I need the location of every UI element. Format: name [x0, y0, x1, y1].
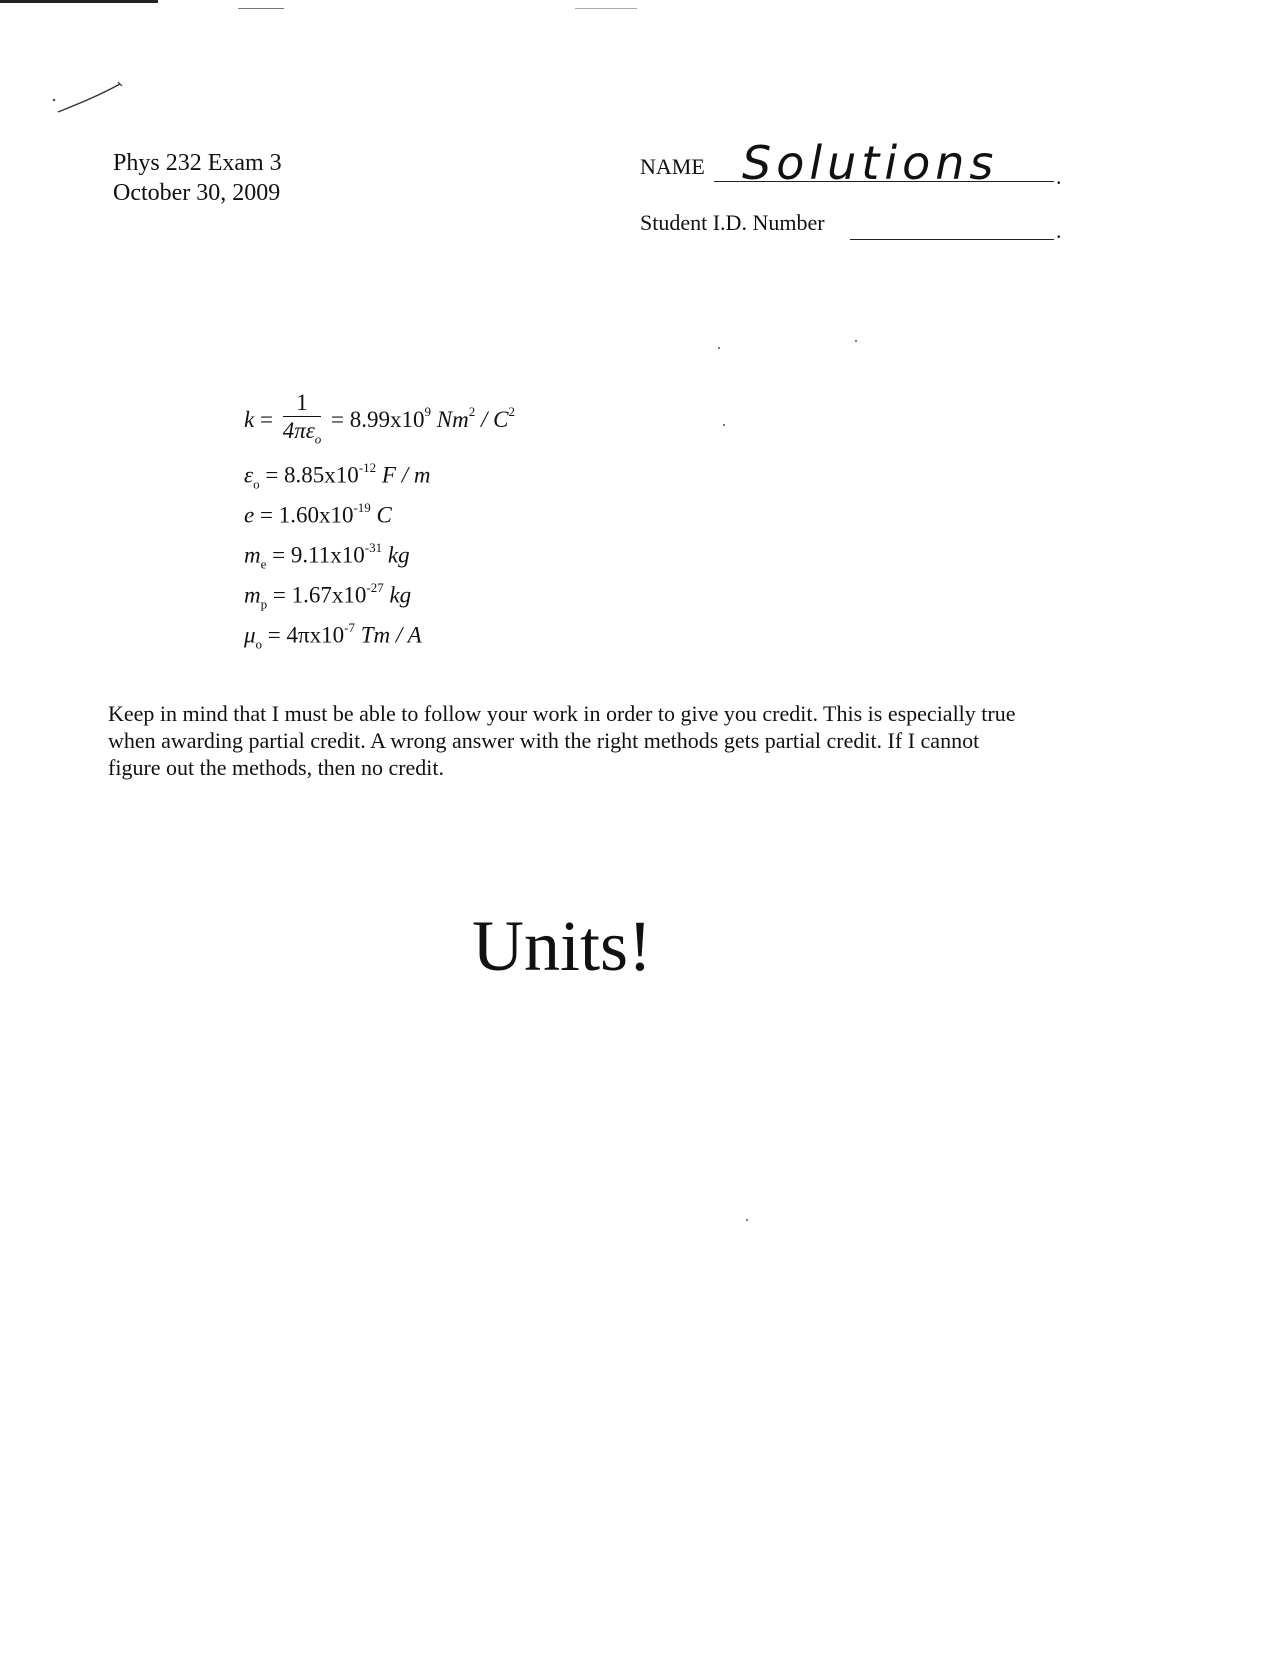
- scan-dot: [718, 347, 720, 349]
- unit-exponent: 2: [508, 404, 515, 420]
- unit: kg: [389, 582, 412, 608]
- constant-permittivity: [244, 462, 515, 502]
- unit-denominator: / C: [480, 407, 509, 433]
- student-id-label: Student I.D. Number: [640, 210, 825, 235]
- constant-value: = 1.60x10: [259, 502, 354, 528]
- constant-symbol: ε: [244, 462, 254, 488]
- constant-coulomb: [244, 390, 515, 462]
- exponent: -7: [344, 620, 355, 635]
- constant-value: = 4πx10: [267, 622, 345, 648]
- constant-value: = 1.67x10: [272, 582, 367, 608]
- course-title: Phys 232 Exam 3: [113, 150, 282, 176]
- constant-symbol: m: [244, 582, 261, 608]
- exam-date: October 30, 2009: [113, 180, 281, 206]
- unit: F / m: [381, 462, 431, 488]
- constant-value: = 8.85x10: [265, 462, 359, 488]
- exponent: -27: [366, 580, 384, 595]
- exponent: 9: [424, 404, 432, 420]
- name-handwritten-value: Solutions: [742, 136, 999, 190]
- student-id-underline: [850, 239, 1054, 240]
- equals-sign: =: [259, 407, 273, 433]
- constant-permeability: [244, 622, 515, 662]
- constant-proton-mass: [244, 582, 515, 622]
- constant-symbol: μ: [244, 622, 256, 648]
- name-end-period: .: [1056, 164, 1062, 189]
- denominator-subscript: o: [314, 431, 322, 447]
- exponent: -12: [358, 460, 377, 475]
- scan-dot: [746, 1219, 748, 1221]
- scan-dot: [723, 424, 725, 426]
- constant-electron-mass: [244, 542, 515, 582]
- unit: kg: [387, 542, 410, 568]
- scan-dash: [238, 8, 284, 9]
- fraction-numerator: 1: [283, 390, 322, 417]
- constant-symbol: m: [244, 542, 261, 568]
- unit-exponent: 2: [468, 404, 476, 420]
- notice-line: figure out the methods, then no credit.: [108, 755, 445, 780]
- pen-stroke-mark: [48, 78, 128, 118]
- scan-dot: [855, 340, 857, 342]
- constant-value: = 9.11x10: [272, 542, 365, 568]
- symbol-subscript: e: [260, 556, 267, 572]
- unit: Tm / A: [360, 622, 422, 648]
- unit: C: [376, 502, 392, 528]
- unit: Nm: [436, 407, 469, 433]
- scan-dash: [575, 8, 637, 9]
- notice-line: when awarding partial credit. A wrong answer with the right methods gets partial credit. If I cannot: [108, 728, 980, 753]
- symbol-subscript: p: [260, 596, 268, 612]
- fraction: [283, 390, 322, 454]
- name-field[interactable]: [640, 136, 1062, 190]
- grading-notice: [108, 700, 1158, 781]
- constant-value: = 8.99x10: [331, 407, 425, 433]
- constant-symbol: k: [244, 407, 255, 433]
- notice-line: Keep in mind that I must be able to follow your work in order to give you credit. This is especially true: [108, 701, 1016, 726]
- exponent: -19: [353, 500, 371, 515]
- course-header: [113, 148, 282, 208]
- name-underline: [714, 181, 1054, 182]
- constant-symbol: e: [244, 502, 255, 528]
- exponent: -31: [364, 540, 383, 555]
- constants-list: [244, 390, 515, 662]
- scan-top-bar: [0, 0, 158, 3]
- units-emphasis: Units!: [472, 906, 652, 986]
- constant-elementary-charge: [244, 502, 515, 542]
- name-label: NAME: [640, 154, 705, 179]
- student-id-field[interactable]: [640, 210, 1060, 246]
- student-id-end-period: .: [1056, 218, 1062, 243]
- symbol-subscript: o: [253, 476, 260, 492]
- fraction-denominator: [283, 417, 322, 454]
- symbol-subscript: o: [255, 636, 263, 652]
- denominator-text: 4πε: [282, 418, 315, 443]
